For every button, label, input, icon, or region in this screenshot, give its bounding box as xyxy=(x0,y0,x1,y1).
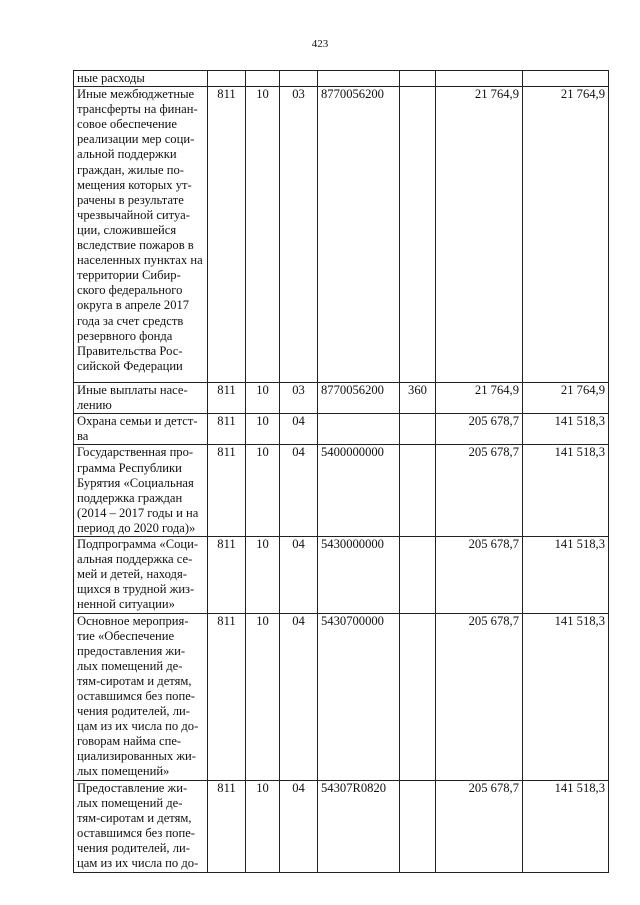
pr-cell: 04 xyxy=(280,414,318,445)
rz-cell: 10 xyxy=(246,613,280,780)
sum-2018-cell: 205 678,7 xyxy=(436,613,523,780)
vr-cell: 360 xyxy=(400,383,436,414)
budget-table xyxy=(73,70,609,873)
ved-cell: 811 xyxy=(208,414,246,445)
vr-cell xyxy=(400,445,436,537)
table-row xyxy=(74,71,609,87)
rz-cell: 10 xyxy=(246,537,280,613)
vr-cell xyxy=(400,87,436,383)
name-cell: Иные межбюджетные трансферты на финан-совое обеспечение реализации мер соци-альной поддержки граждан, жилые по-мещения которых ут-рачены в результате чрезвычайной ситуа-ции, сложившейся вследствие пожаров в населенных пунктах на территории Сибир-ского федерального округа в апреле 2017 года за счет средств резервного фонда Правительства Рос-сийской Федерации xyxy=(74,87,208,383)
ved-cell: 811 xyxy=(208,780,246,872)
ved-cell: 811 xyxy=(208,537,246,613)
ved-cell xyxy=(208,71,246,87)
pr-cell: 03 xyxy=(280,87,318,383)
csr-cell: 5430700000 xyxy=(318,613,400,780)
sum-2018-cell: 205 678,7 xyxy=(436,780,523,872)
table-row xyxy=(74,414,609,445)
csr-cell: 54307R0820 xyxy=(318,780,400,872)
csr-cell xyxy=(318,414,400,445)
table-row xyxy=(74,537,609,613)
csr-cell xyxy=(318,71,400,87)
ved-cell: 811 xyxy=(208,445,246,537)
vr-cell xyxy=(400,613,436,780)
name-cell: Государственная про-грамма Республики Бурятия «Социальная поддержка граждан (2014 – 2017 годы и на период до 2020 года)» xyxy=(74,445,208,537)
sum-2019-cell: 21 764,9 xyxy=(523,87,609,383)
sum-2018-cell: 21 764,9 xyxy=(436,87,523,383)
table-row xyxy=(74,780,609,872)
name-cell: ные расходы xyxy=(74,71,208,87)
pr-cell: 04 xyxy=(280,537,318,613)
ved-cell: 811 xyxy=(208,87,246,383)
ved-cell: 811 xyxy=(208,383,246,414)
ved-cell: 811 xyxy=(208,613,246,780)
table-row xyxy=(74,445,609,537)
sum-2018-cell: 205 678,7 xyxy=(436,414,523,445)
name-cell: Охрана семьи и детст-ва xyxy=(74,414,208,445)
rz-cell: 10 xyxy=(246,383,280,414)
table-row xyxy=(74,613,609,780)
vr-cell xyxy=(400,780,436,872)
rz-cell: 10 xyxy=(246,414,280,445)
table-row xyxy=(74,87,609,383)
pr-cell: 03 xyxy=(280,383,318,414)
rz-cell: 10 xyxy=(246,445,280,537)
sum-2019-cell: 141 518,3 xyxy=(523,537,609,613)
rz-cell: 10 xyxy=(246,780,280,872)
name-cell: Подпрограмма «Соци-альная поддержка се-мей и детей, находя-щихся в трудной жиз-ненной ситуации» xyxy=(74,537,208,613)
name-cell: Иные выплаты насе-лению xyxy=(74,383,208,414)
sum-2018-cell: 21 764,9 xyxy=(436,383,523,414)
sum-2018-cell: 205 678,7 xyxy=(436,445,523,537)
sum-2018-cell xyxy=(436,71,523,87)
pr-cell: 04 xyxy=(280,613,318,780)
sum-2019-cell: 141 518,3 xyxy=(523,613,609,780)
csr-cell: 5430000000 xyxy=(318,537,400,613)
csr-cell: 8770056200 xyxy=(318,383,400,414)
sum-2019-cell: 21 764,9 xyxy=(523,383,609,414)
pr-cell xyxy=(280,71,318,87)
sum-2019-cell: 141 518,3 xyxy=(523,445,609,537)
csr-cell: 5400000000 xyxy=(318,445,400,537)
sum-2019-cell xyxy=(523,71,609,87)
name-cell: Предоставление жи-лых помещений де-тям-сиротам и детям, оставшимся без попе-чения родителей, ли-цам из их числа по до- xyxy=(74,780,208,872)
table-row xyxy=(74,383,609,414)
vr-cell xyxy=(400,537,436,613)
csr-cell: 8770056200 xyxy=(318,87,400,383)
name-cell: Основное мероприя-тие «Обеспечение предоставления жи-лых помещений де-тям-сиротам и детям, оставшимся без попе-чения родителей, ли-цам из их числа по до-говорам найма спе-циализированных жи-лых помещений» xyxy=(74,613,208,780)
sum-2018-cell: 205 678,7 xyxy=(436,537,523,613)
page-number: 423 xyxy=(311,38,329,50)
pr-cell: 04 xyxy=(280,780,318,872)
rz-cell xyxy=(246,71,280,87)
pr-cell: 04 xyxy=(280,445,318,537)
vr-cell xyxy=(400,414,436,445)
rz-cell: 10 xyxy=(246,87,280,383)
sum-2019-cell: 141 518,3 xyxy=(523,414,609,445)
sum-2019-cell: 141 518,3 xyxy=(523,780,609,872)
vr-cell xyxy=(400,71,436,87)
